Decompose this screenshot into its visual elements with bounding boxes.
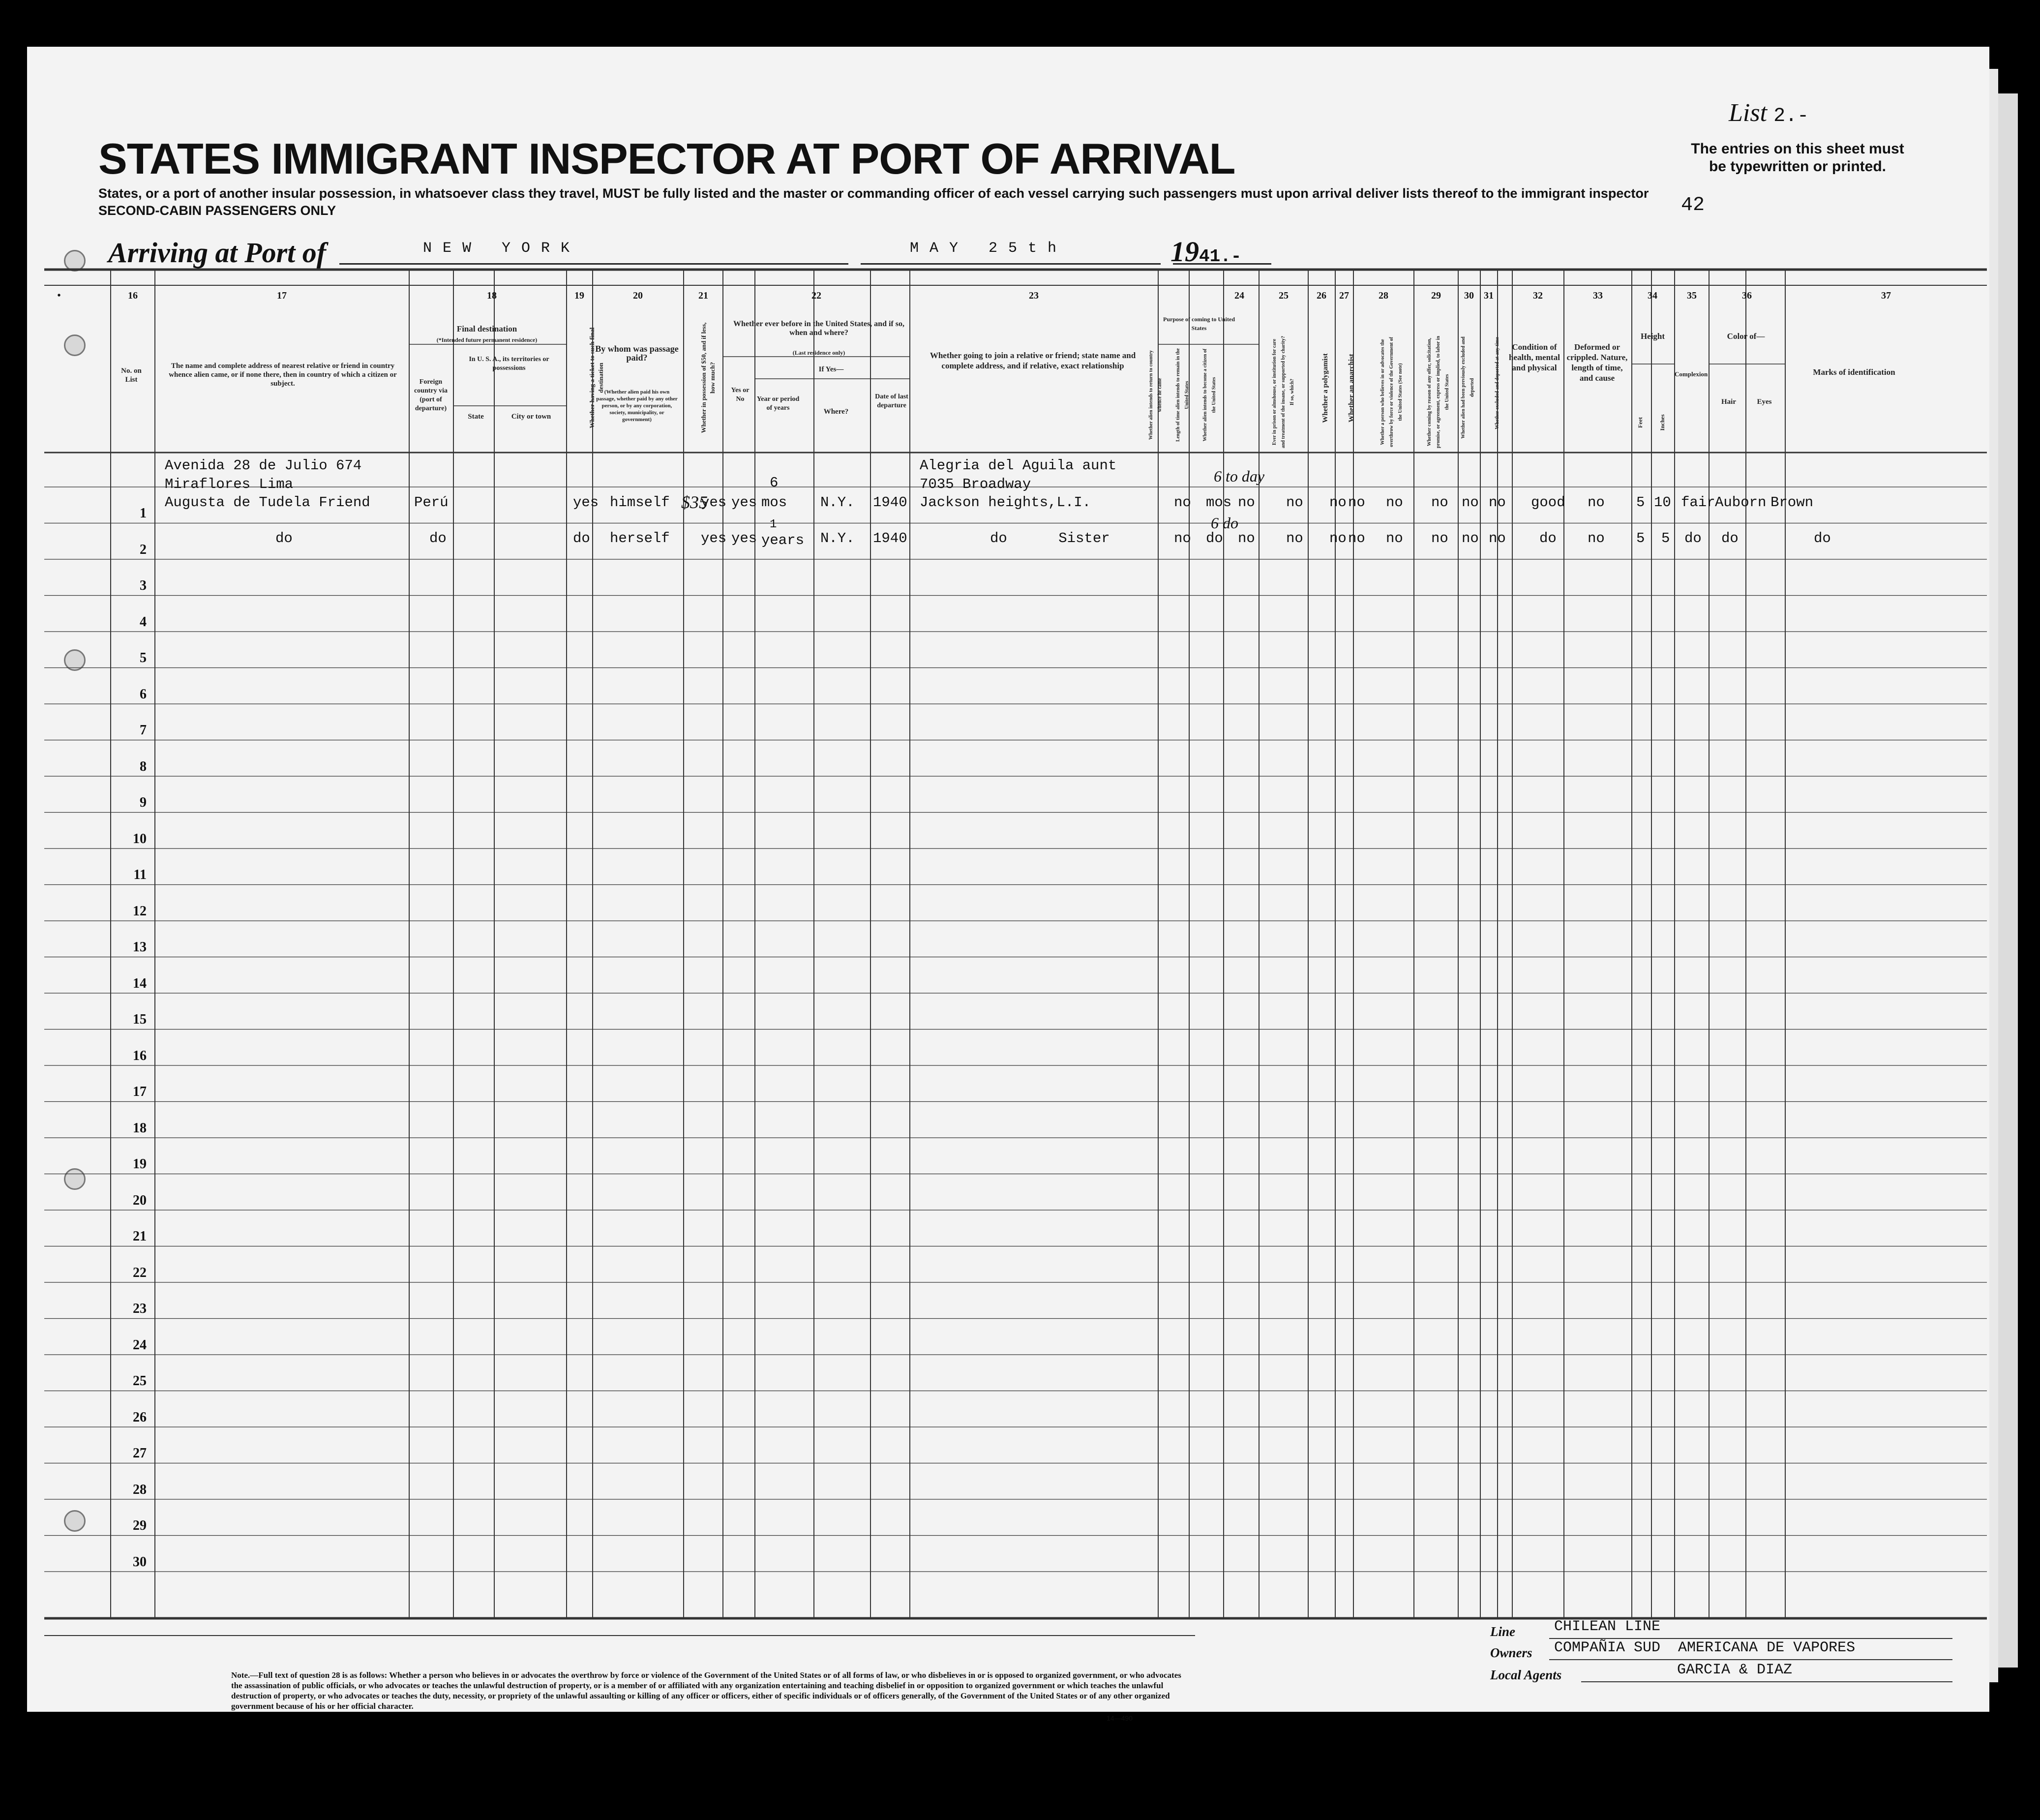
row-number: 9 [140,795,147,810]
row-number: 21 [133,1229,147,1244]
entry-1-foreign-country: Perú [414,494,449,511]
entry-2-inches: 5 [1661,530,1670,546]
entry-1-period-2: mos [761,494,787,511]
port-value: NEW YORK [423,240,581,257]
row-number: 16 [133,1048,147,1063]
entry-2-deformed: no [1588,530,1605,546]
header-previously-excluded: Whether alien had been previously excluded and deported [1461,336,1475,439]
entry-1-period-1: 6 [770,475,779,491]
entry-1-length: mos [1206,494,1232,511]
entry-1-eyes: Brown [1770,494,1814,511]
entry-2-marks: do [1814,530,1831,546]
form-number: 14—490 [1107,1714,1133,1722]
arriving-label: Arriving at Port of [108,237,327,269]
column-number-23: 23 [1029,290,1039,301]
year-suffix: 41.- [1199,246,1242,267]
owners-value: COMPAÑIA SUD AMERICANA DE VAPORES [1554,1639,1856,1656]
header-passage-paid: By whom was passage paid? [595,344,679,363]
entry-1-hair: Auborn [1715,494,1767,511]
subtitle-line-2: SECOND-CABIN PASSENGERS ONLY [98,203,336,218]
header-if-yes: If Yes— [818,365,844,373]
column-number-31: 31 [1484,290,1494,301]
header-date-departure: Date of last departure [875,393,908,409]
entry-2-join: do Sister [990,530,1110,546]
row-number: 14 [133,975,147,991]
row-number: 27 [133,1446,147,1461]
header-length-stay: Length of time alien intends to remain in the United States [1175,348,1190,442]
column-number-37: 37 [1881,290,1891,301]
header-inches: Inches [1659,414,1666,431]
entry-2-period-1: 1 [770,518,777,531]
entry-2-length-hand: 6 do [1211,514,1238,532]
entry-2-hair: do [1721,530,1739,546]
column-marker: • [57,290,61,301]
entry-1-join-1: Alegria del Aguila aunt [920,457,1117,474]
entry-1-excluded: no [1462,494,1479,511]
row-number: 7 [140,723,147,738]
header-marks: Marks of identification [1813,367,1895,377]
header-deformed: Deformed or crippled. Nature, length of time, and cause [1566,342,1628,383]
row-number: 22 [133,1265,147,1280]
header-return: Whether alien intends to return to country whence he came [1148,350,1163,440]
column-number-18: 18 [487,290,497,301]
header-period: Year or period of years [756,395,800,412]
subtitle-line-1: States, or a port of another insular possession, in whatsoever class they travel, MUST be fully listed and the master or commanding officer of each vessel carrying such passengers must upon arrival deliver lists thereof to the immigrant inspector [98,186,1649,201]
header-foreign-country: Foreign country via (port of departure) [414,378,448,412]
entry-2-money: yes [701,530,727,546]
entry-2-before: yes [731,530,757,546]
question-28-note: Note.—Full text of question 28 is as follows: Whether a person who believes in or advocates the overthrow by force or violence of the Government of the United States or of all forms of law, or who disbelieves in or is opposed to organized government, or who advocates the assassination of public officials, or who advocates or teaches the unlawful destruction of property, or is a member of or affiliated with any organization entertaining and teaching disbelief in or opposition to organized government or which teaches the unlawful destruction of property, or who advocates or teaches the duty, necessity, or propriety of the unlawful assaulting or killing of any officer or officers, either of specific individuals or of officers generally, of the Government of the United States or of any other organized government because of his or her official character. [231,1670,1181,1711]
entry-2-complexion: do [1684,530,1702,546]
row-number: 4 [140,614,147,630]
entry-1-overthrow: no [1386,494,1403,511]
row-number: 30 [133,1554,147,1570]
entry-1-address-1: Avenida 28 de Julio 674 [165,457,362,474]
header-complexion: Complexion [1675,370,1708,378]
header-labor: Whether coming by reason of any offer, solicitation, promise, or agreement, express or implied, to labor in the United States [1427,335,1450,449]
agents-label: Local Agents [1490,1668,1562,1682]
column-number-19: 19 [574,290,584,301]
line-label: Line [1490,1624,1515,1639]
entry-1-where: N.Y. [820,494,855,511]
header-city: City or town [511,413,551,421]
entry-1-relative: Augusta de Tudela Friend [165,494,370,511]
column-number-28: 28 [1379,290,1388,301]
entry-1-citizen: no [1238,494,1255,511]
column-number-16: 16 [128,290,138,301]
header-feet: Feet [1637,417,1644,428]
entry-1-address-2: Miraflores Lima [165,476,294,492]
entry-1-before: yes [731,494,757,511]
column-number-25: 25 [1279,290,1289,301]
column-number-32: 32 [1533,290,1543,301]
header-purpose: Purpose of coming to United States [1163,316,1235,332]
entry-2-return: no [1174,530,1191,546]
row-number: 1 [140,506,147,521]
header-height: Height [1640,332,1665,341]
row-number: 8 [140,758,147,774]
row-number: 26 [133,1409,147,1425]
entry-2-anarchist: no [1348,530,1365,546]
column-number-20: 20 [633,290,643,301]
row-number: 5 [140,650,147,666]
entry-2-period-2: years [761,532,805,548]
entry-1-complexion: fair [1681,494,1715,511]
entry-1-join-3: Jackson heights,L.I. [920,494,1091,511]
entry-1-deported: no [1489,494,1506,511]
row-number: 28 [133,1482,147,1497]
list-number-value: 2.- [1773,105,1809,127]
column-number-21: 21 [698,290,708,301]
entry-1-join-2: 7035 Broadway [920,476,1031,492]
line-rule [1549,1638,1952,1639]
year-prefix: 19 [1170,236,1199,268]
entry-2-prison: no [1286,530,1303,546]
entry-2-excluded: no [1462,530,1479,546]
column-number-22: 22 [811,290,821,301]
row-number: 15 [133,1012,147,1027]
row-number: 29 [133,1518,147,1533]
entry-1-date: 1940 [873,494,907,511]
row-number: 12 [133,903,147,919]
entry-2-ticket: do [573,530,590,546]
row-number: 20 [133,1192,147,1208]
entry-2-address: do [275,530,293,546]
entry-2-labor: no [1431,530,1448,546]
column-number-27: 27 [1339,290,1349,301]
row-number: 23 [133,1301,147,1316]
row-number: 3 [140,578,147,593]
entry-1-anarchist: no [1348,494,1365,511]
entry-1-polygamist: no [1329,494,1347,511]
column-number-30: 30 [1464,290,1474,301]
entry-2-where: N.Y. [820,530,855,546]
header-state: State [468,413,484,421]
entry-1-prison: no [1286,494,1303,511]
typewritten-note: The entries on this sheet must be typewritten or printed. [1691,141,1904,175]
entry-1-return: no [1174,494,1191,511]
header-joining-relative: Whether going to join a relative or friend; state name and complete address, and if relative, exact relationship [930,351,1136,370]
header-before-note: (Last residence only) [792,349,845,356]
entry-1-inches: 10 [1654,494,1671,511]
entry-2-health: do [1539,530,1557,546]
entry-1-length-hand: 6 to day [1214,467,1265,485]
row-number: 24 [133,1337,147,1353]
entry-2-foreign-country: do [429,530,447,546]
column-number-36: 36 [1742,290,1752,301]
header-prison: Ever in prison or almshouse, or institution for care and treatment of the insane, or supported by charity? If so, which? [1272,335,1295,449]
header-before-in-us: Whether ever before in the United States, and if so, when and where? [733,320,904,337]
header-ticket: Whether having a ticket to such final destination [588,327,604,428]
entry-1-paid-by: himself [610,494,670,511]
header-color-of: Color of— [1727,332,1765,341]
row-number: 25 [133,1373,147,1389]
entry-1-ticket: yes [573,494,599,511]
column-number-24: 24 [1234,290,1244,301]
entry-2-polygamist: no [1329,530,1347,546]
header-anarchist: Whether an anarchist [1348,354,1355,423]
header-overthrow: Whether a person who believes in or advocates the overthrow by force or violence of the Government of the United States (See note) [1380,337,1403,447]
column-number-33: 33 [1593,290,1603,301]
entry-1-money-hand: $35 [681,492,708,512]
row-number: 11 [133,867,147,882]
entry-2-length: do [1206,530,1223,546]
owners-label: Owners [1490,1645,1532,1660]
header-eyes: Eyes [1757,398,1772,406]
row-number: 10 [133,831,147,847]
date-value: MAY 25th [910,240,1068,257]
header-relative-address: The name and complete address of nearest relative or friend in country whence alien came, or if none there, then in country of which a citizen or subject. [169,362,397,388]
row-number: 13 [133,940,147,955]
header-usa: In U. S. A., its territories or possessions [469,356,549,372]
header-health: Condition of health, mental and physical [1509,342,1560,372]
entry-1-deformed: no [1588,494,1605,511]
list-label: List [1729,99,1768,127]
column-number-26: 26 [1317,290,1326,301]
entry-1-feet: 5 [1636,494,1645,511]
entry-2-feet: 5 [1636,530,1645,546]
header-no-on-list: No. on List [121,367,142,384]
row-number: 19 [133,1156,147,1172]
entry-1-health: good [1531,494,1565,511]
column-number-34: 34 [1648,290,1657,301]
entry-1-money: yes [701,494,727,511]
header-passage-paid-note: (Whether alien paid his own passage, whether paid by any other person, or by any corporation, society, municipality, or government) [596,389,678,423]
entry-2-overthrow: no [1386,530,1403,546]
agents-value: GARCIA & DIAZ [1677,1662,1793,1678]
row-number: 17 [133,1084,147,1099]
header-citizen: Whether alien intends to become a citizen of the United States [1202,348,1217,442]
line-value: CHILEAN LINE [1554,1618,1661,1635]
entry-2-date: 1940 [873,530,907,546]
column-number-35: 35 [1687,290,1697,301]
header-final-destination: Final destination [456,324,517,334]
row-number: 6 [140,686,147,702]
header-yes-no: Yes or No [731,387,750,403]
header-polygamist: Whether a polygamist [1321,353,1329,423]
entry-2-deported: no [1489,530,1506,546]
entry-1-labor: no [1431,494,1448,511]
page-title: STATES IMMIGRANT INSPECTOR AT PORT OF ARRIVAL [98,134,1235,183]
header-where: Where? [823,408,849,416]
column-number-17: 17 [277,290,287,301]
header-hair: Hair [1721,398,1736,406]
entry-2-citizen: no [1238,530,1255,546]
agents-rule [1581,1681,1952,1682]
header-deported: Whether excluded and deported at any time [1495,337,1500,429]
owners-rule [1549,1659,1952,1660]
header-fifty-dollars: Whether in possession of $50, and if less, how much? [700,322,716,433]
sheet-number: 42 [1681,194,1705,216]
row-number: 2 [140,542,147,557]
header-final-destination-note: (*Intended future permanent residence) [436,336,538,343]
row-number: 18 [133,1120,147,1136]
column-number-29: 29 [1431,290,1441,301]
entry-2-paid-by: herself [610,530,670,546]
